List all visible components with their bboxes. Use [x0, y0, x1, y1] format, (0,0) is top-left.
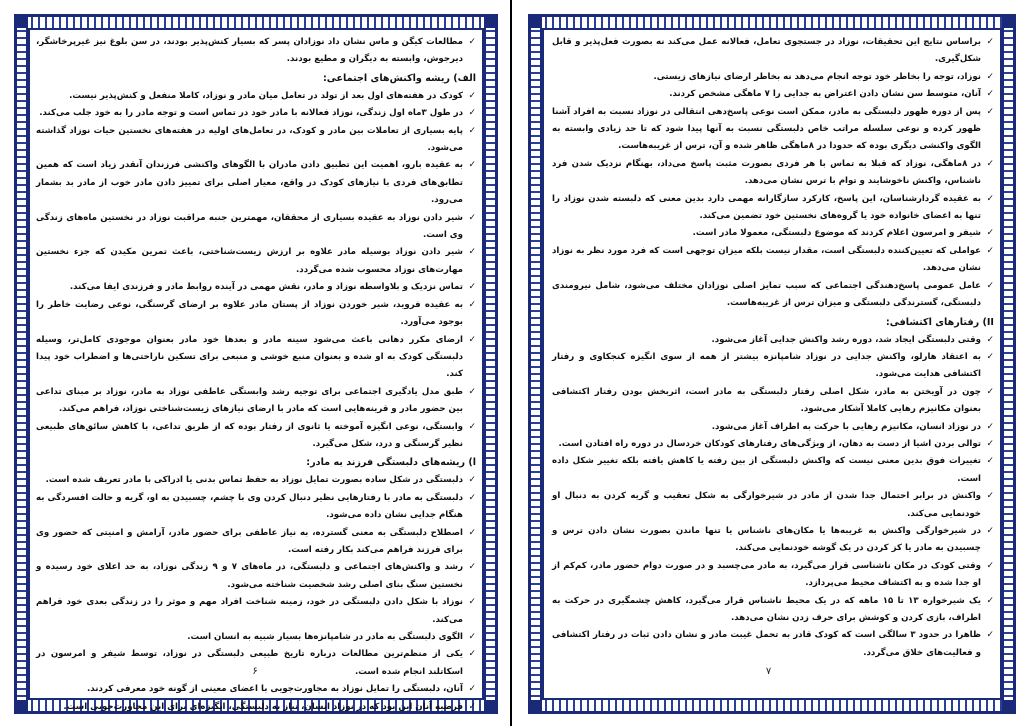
bullet-item: ✓ شیر دادن نوزاد به عقیده بسیاری از محققان، مهمترین جنبه مراقبت نوزاد در نخستین ماه‌های زندگی وی است. [36, 210, 476, 245]
bullet-item: ✓ الگوی دلبستگی به مادر در شامپانزه‌ها بسیار شبیه به انسان است. [36, 629, 476, 646]
bullet-item: ✓ در نوزاد انسان، مکانیزم رهایی با حرکت به اطراف آغاز می‌شود. [552, 419, 994, 436]
bullet-item: ✓ دلبستگی به مادر با رفتارهایی نظیر دنبال کردن وی با چشم، چسبیدن به او، گریه و حالت افسردگی به هنگام جدایی نشان داده می‌شود. [36, 490, 476, 525]
bullet-item: ✓ یک شیرخواره ۱۳ تا ۱۵ ماهه که در یک محیط ناشناس قرار می‌گیرد، کاهش چشمگیری در حرکت به اطراف، بازی کردن و کوشش برای حرف زدن نشان می‌دهد. [552, 593, 994, 628]
bullet-item: ✓ نوزاد با شکل دادن دلبستگی در خود، زمینه شناخت افراد مهم و موثر را در زندگی بعدی خود فراهم می‌کند. [36, 594, 476, 629]
bullet-item: ✓ در شیرخوارگی واکنش به غریبه‌ها یا مکان‌های ناشناس یا تنها ماندن بصورت نشان دادن ترس و چسبیدن به مادر یا کز کردن در یک گوشه خودنمایی می‌کند. [552, 523, 994, 558]
left-page [0, 0, 510, 726]
bullet-item: ✓ در ۸ماهگی، نوزاد که قبلا به تماس با هر فردی بصورت مثبت پاسخ می‌داد، بهنگام نزدیک شدن فرد ناشناس، واکنش ناخوشایند و توام با ترس نشان می‌دهد. [552, 156, 994, 191]
bullet-item: ✓ اصطلاح دلبستگی به معنی گسترده، به نیاز عاطفی برای حضور مادر، آرامش و امنیتی که حضور وی برای فرزند فراهم می‌کند بکار رفته است. [36, 525, 476, 560]
left-page-content [36, 34, 476, 712]
bullet-item: ✓ ظاهرا در حدود ۳ سالگی است که کودک قادر به تحمل غیبت مادر و نشان دادن ثبات در رفتار اکتشافی و فعالیت‌های خلاق می‌گردد. [552, 627, 994, 662]
bullet-item: ✓ پس از دوره ظهور دلبستگی به مادر، ممکن است نوعی پاسخ‌دهی انتقالی در نوزاد نسبت به افراد آشنا ظهور کرده و نوعی سلسله مراتب خاص دلبستگی نسبت به آنها پیدا شود که تا حد زیادی وابسته به الگوی واکنشی دیگری بوده که حدودا در ۸ماهگی ظاهر شده و آن، ترس از غریبه‌هاست. [552, 104, 994, 156]
bullet-item: ✓ در طول ۳ماه اول زندگی، نوزاد فعالانه با مادر خود در تماس است و توجه مادر را به خود جلب می‌کند. [36, 105, 476, 122]
bullet-item: ✓ طبق مدل یادگیری اجتماعی برای توجیه رشد وابستگی عاطفی نوزاد به مادر، نوزاد بر مبنای تداعی بین حضور مادر و قرینه‌هایی است که مادر با ارضای نیازهای زیست‌شناختی نوزاد، فراهم می‌کند. [36, 384, 476, 419]
bullet-item: ✓ رشد و واکنش‌های اجتماعی و دلبستگی، در ماه‌های ۷ و ۹ زندگی نوزاد، به حد اعلای خود رسیده و نخستین سنگ بنای اصلی رشد شخصیت شناخته می‌شود. [36, 559, 476, 594]
bullet-item: ✓ وقتی دلبستگی ایجاد شد، دوره رشد واکنش جدایی آغاز می‌شود. [552, 332, 994, 349]
bullet-item: ✓ نوزاد، توجه را بخاطر خود توجه انجام می‌دهد نه بخاطر ارضای نیازهای زیستی. [552, 69, 994, 86]
bullet-item: ✓ توالی بردن اشیا از دست به دهان، از ویژگی‌های رفتارهای کودکان خردسال در دوره راه افتادن است. [552, 436, 994, 453]
right-page [512, 0, 1025, 726]
section-heading: II) رفتارهای اکتشافی: [885, 316, 994, 328]
right-page-content [552, 34, 994, 658]
bullet-item: ✓ به اعتقاد هارلو، واکنش جدایی در نوزاد شامپانزه بیشتر از همه از سوی انگیزه کنجکاوی و رفتار اکتشافی هدایت می‌شود. [552, 349, 994, 384]
bullet-item: ✓ به عقیده بارو، اهمیت این تطبیق دادن مادران با الگوهای واکنشی فرزندان آنقدر زیاد است که همین تطابق‌های فردی با نیازهای کودک در واقع، معیار اصلی برای تمییز دادن مادر خوب از مادر بد بشمار می‌رود. [36, 157, 476, 209]
bullet-item: ✓ پایه بسیاری از تعاملات بین مادر و کودک، در تعامل‌های اولیه در هفته‌های نخستین حیات نوزاد گذاشته می‌شود. [36, 123, 476, 158]
bullet-item: ✓ تماس نزدیک و بلاواسطه نوزاد و مادر، نقش مهمی در آینده روابط مادر و فرزندی ایفا می‌کند. [36, 279, 476, 296]
bullet-item: ✓ عواملی که تعیین‌کننده دلبستگی است، مقدار نیست بلکه میزان توجهی است که فرد مورد نظر به نوزاد نشان می‌دهد. [552, 243, 994, 278]
bullet-item: ✓ تغییرات فوق بدین معنی نیست که واکنش دلبستگی از بین رفته یا کاهش یافته بلکه تغییر شکل داده است. [552, 453, 994, 488]
bullet-item: ✓ شیر دادن نوزاد بوسیله مادر علاوه بر ارزش زیست‌شناختی، باعث تمرین مکیدن که جزء نخستین مهارت‌های نوزاد محسوب شده می‌گردد. [36, 244, 476, 279]
bullet-item: ✓ شیفر و امرسون اعلام کردند که موضوع دلبستگی، معمولا مادر است. [552, 225, 994, 242]
bullet-item: ✓ کودک در هفته‌های اول بعد از تولد در تعامل میان مادر و نوزاد، کاملا منفعل و کنش‌پذیر نیست. [36, 88, 476, 105]
bullet-item: ✓ ارضای مکرر دهانی باعث می‌شود سینه مادر و بعدها خود مادر بعنوان موجودی کامل‌تر، وسیله دلبستگی کودک به او شده و بعنوان منبع خوشی و منبعی برای تسکین ناراحتی‌ها و اضطراب خود پیدا کند. [36, 332, 476, 384]
bullet-item: ✓ چون در آویختن به مادر، شکل اصلی رفتار دلبستگی به مادر است، اثربخش بودن رفتار اکتشافی بعنوان مکانیزم رهایی کاملا آشکار می‌شود. [552, 384, 994, 419]
bullet-item: ✓ براساس نتایج این تحقیقات، نوزاد در جستجوی تعامل، فعالانه عمل می‌کند نه بصورت فعل‌پذیر و قابل شکل‌گیری. [552, 34, 994, 69]
bullet-item: ✓ مطالعات کیگن و ماس نشان داد نوزادان پسر که بسیار کنش‌پذیر بودند، در سن بلوغ نیز غیرپرخاشگر، دیرجوش، وابسته به دیگران و مطیع بودند. [36, 34, 476, 69]
left-page-number: ۶ [252, 666, 258, 677]
bullet-item: ✓ به عقیده گردارشناسان، این پاسخ، کارکرد سازگارانه مهمی دارد بدین معنی که دلبسته شدن نوزاد را تنها به اعضای خانواده خود یا گروه‌های نخستین خود تضمین می‌کند. [552, 191, 994, 226]
bullet-item: ✓ واکنش در برابر احتمال جدا شدن از مادر در شیرخوارگی به شکل تعقیب و گریه کردن به دنبال او خودنمایی می‌کند. [552, 488, 994, 523]
bullet-item: ✓ آنان، متوسط سن نشان دادن اعتراض به جدایی را ۷ ماهگی مشخص کردند. [552, 86, 994, 103]
right-page-number: ۷ [765, 666, 772, 677]
bullet-item: ✓ فرضیه آنان این بود که در نوزاد انسان، نیاز به دلبستگی، انگیزه‌ای برای این مجاورت‌جویی است. [36, 699, 476, 716]
section-heading: ا) ریشه‌های دلبستگی فرزند به مادر: [306, 457, 476, 469]
bullet-item: ✓ به عقیده فروید، شیر خوردن نوزاد از پستان مادر علاوه بر ارضای گرسنگی، نوعی رضایت خاطر را بوجود می‌آورد. [36, 297, 476, 332]
bullet-item: ✓ وقتی کودک در مکان ناشناسی قرار می‌گیرد، به مادر می‌چسبد و در صورت دوام حضور مادر، کم‌کم از او جدا شده و به اکتشاف محیط می‌پردازد. [552, 558, 994, 593]
bullet-item: ✓ عامل عمومی پاسخ‌دهندگی اجتماعی که سبب تمایز اصلی نوزادان مختلف می‌شود، شامل نیرومندی دلبستگی، گسترندگی دلبستگی و میزان ترس از غریبه‌هاست. [552, 278, 994, 313]
bullet-item: ✓ یکی از منظم‌ترین مطالعات درباره تاریخ طبیعی دلبستگی در نوزاد، توسط شیفر و امرسون در اسکاتلند انجام شده است. [36, 646, 476, 681]
bullet-item: ✓ دلبستگی در شکل ساده بصورت تمایل نوزاد به حفظ تماس بدنی یا ادراکی با مادر تعریف شده است. [36, 472, 476, 489]
section-heading: الف) ریشه واکنش‌های اجتماعی: [322, 72, 476, 84]
bullet-item: ✓ آنان، دلبستگی را تمایل نوزاد به مجاورت‌جویی با اعضای معینی از گونه خود معرفی کردند. [36, 681, 476, 698]
bullet-item: ✓ وابستگی، نوعی انگیزه آموخته یا ثانوی از رفتار بوده که از طریق تداعی، با کاهش سائق‌های طبیعی نظیر گرسنگی و درد، شکل می‌گیرد. [36, 419, 476, 454]
